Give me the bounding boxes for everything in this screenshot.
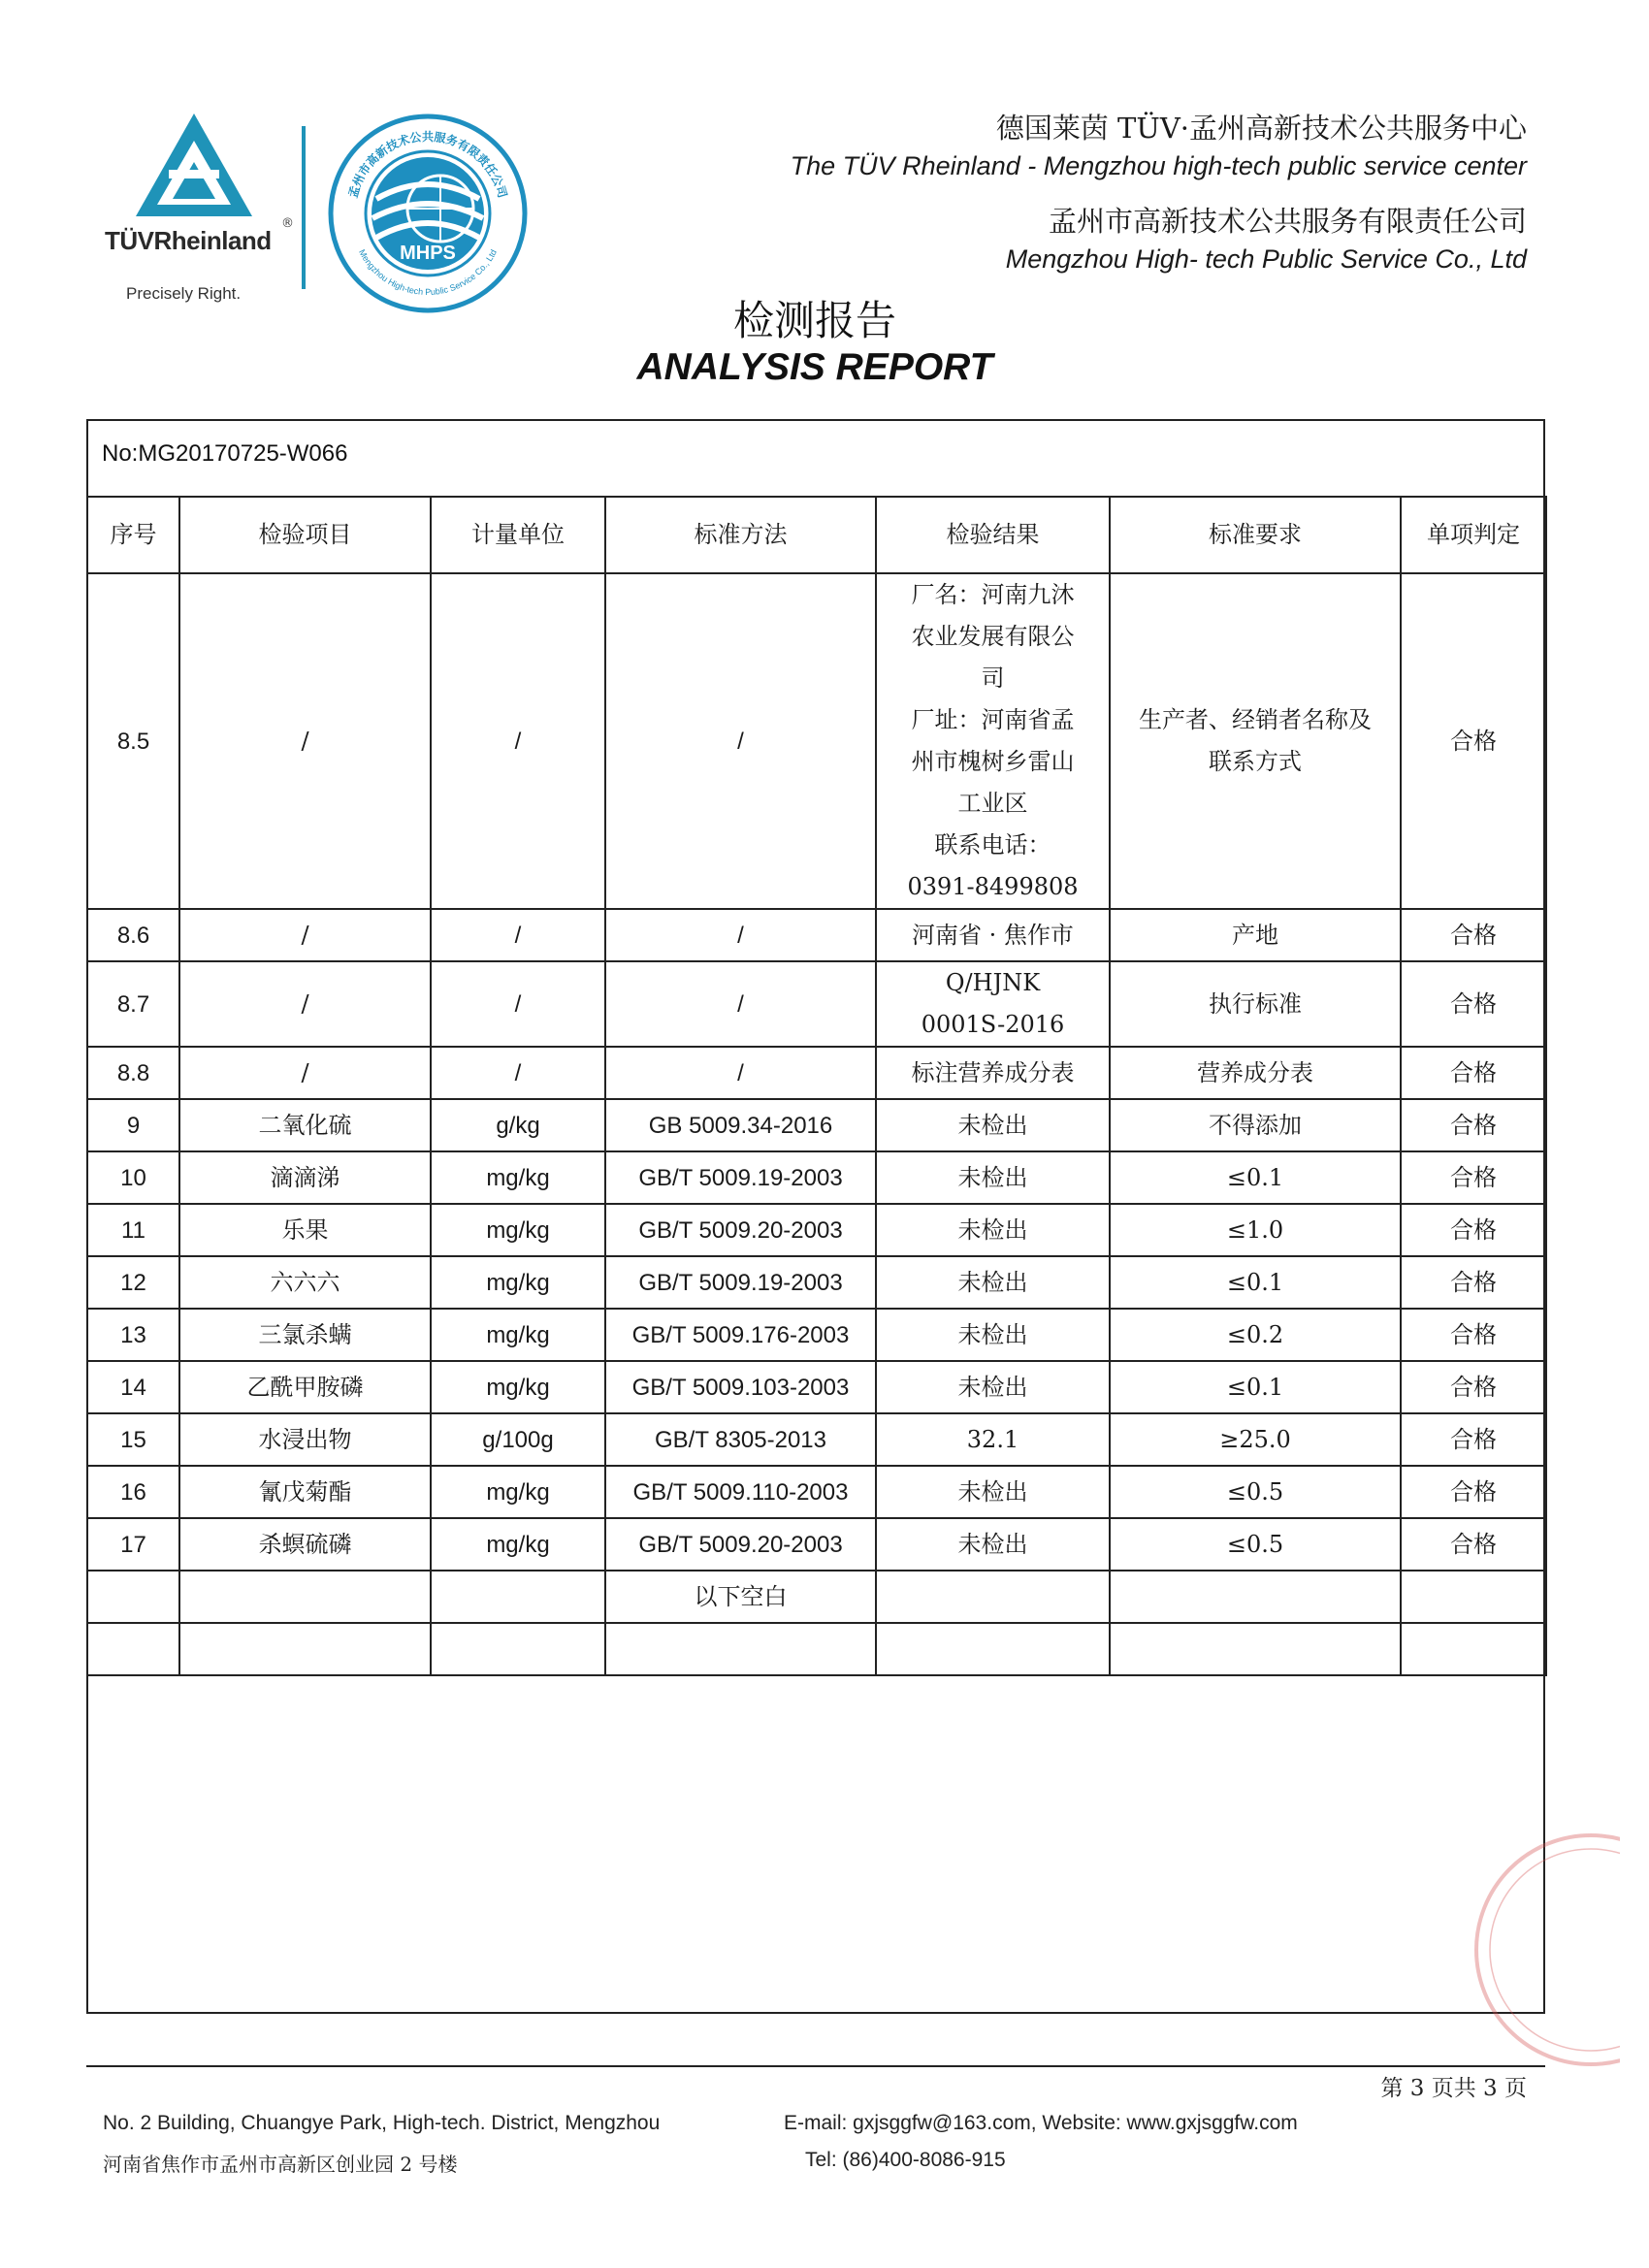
cell-unit: mg/kg xyxy=(431,1309,605,1361)
cell-verdict: 合格 xyxy=(1401,573,1546,909)
cell-line: ≥25.0 xyxy=(1219,1425,1291,1453)
table-header-row xyxy=(87,497,1546,573)
table-row xyxy=(87,1571,1546,1623)
cell-item: 滴滴涕 xyxy=(179,1151,431,1204)
cell-requirement xyxy=(1110,909,1401,961)
cell-verdict: 合格 xyxy=(1401,1256,1546,1309)
cell-no: 8.7 xyxy=(87,961,179,1047)
cell-item: 乐果 xyxy=(179,1204,431,1256)
cell-requirement xyxy=(1110,1099,1401,1151)
cell-verdict: 合格 xyxy=(1401,1151,1546,1204)
cell-unit: mg/kg xyxy=(431,1466,605,1518)
cell-method xyxy=(605,1623,876,1675)
cell-verdict: 合格 xyxy=(1401,1099,1546,1151)
cell-unit: mg/kg xyxy=(431,1361,605,1413)
cell-result xyxy=(876,961,1110,1047)
cell-result xyxy=(876,573,1110,909)
cell-line: ≤0.5 xyxy=(1226,1477,1284,1506)
cell-unit xyxy=(431,1623,605,1675)
org2-name-en: Mengzhou High- tech Public Service Co., Ltd xyxy=(1005,244,1527,274)
cell-line: 生产者、经销者名称及 xyxy=(1139,706,1372,733)
cell-requirement xyxy=(1110,961,1401,1047)
cell-requirement xyxy=(1110,1256,1401,1309)
cell-line: 不得添加 xyxy=(1209,1111,1302,1139)
cell-no: 16 xyxy=(87,1466,179,1518)
cell-line: 未检出 xyxy=(957,1215,1028,1244)
cell-verdict: 合格 xyxy=(1401,961,1546,1047)
cell-no xyxy=(87,1623,179,1675)
table-row xyxy=(87,1309,1546,1361)
cell-unit: / xyxy=(431,1047,605,1099)
table-row xyxy=(87,1623,1546,1675)
column-header: 标准方法 xyxy=(605,497,876,573)
table-row xyxy=(87,573,1546,909)
cell-line: 执行标准 xyxy=(1209,989,1302,1018)
cell-line: ≤0.2 xyxy=(1226,1320,1284,1348)
cell-unit: / xyxy=(431,909,605,961)
cell-item xyxy=(179,1571,431,1623)
table-row xyxy=(87,1518,1546,1571)
column-header: 单项判定 xyxy=(1401,497,1546,573)
cell-unit: / xyxy=(431,961,605,1047)
tuv-rheinland-logo xyxy=(97,112,294,310)
cell-verdict: 合格 xyxy=(1401,1361,1546,1413)
cell-verdict xyxy=(1401,1623,1546,1675)
cell-item: / xyxy=(179,909,431,961)
cell-line: 未检出 xyxy=(957,1530,1028,1558)
cell-no: 17 xyxy=(87,1518,179,1571)
address-en: No. 2 Building, Chuangye Park, High-tech. District, Mengzhou xyxy=(103,2112,661,2134)
cell-result xyxy=(876,1047,1110,1099)
cell-verdict: 合格 xyxy=(1401,1309,1546,1361)
cell-verdict: 合格 xyxy=(1401,1204,1546,1256)
cell-item: / xyxy=(179,1047,431,1099)
cell-requirement xyxy=(1110,1518,1401,1571)
cell-line: 联系电话： xyxy=(934,831,1051,859)
table-row xyxy=(87,961,1546,1047)
cell-line: 未检出 xyxy=(957,1477,1028,1506)
report-number: No:MG20170725-W066 xyxy=(102,440,348,467)
cell-item: 乙酰甲胺磷 xyxy=(179,1361,431,1413)
cell-line: ≤0.1 xyxy=(1226,1163,1284,1191)
cell-line: 未检出 xyxy=(957,1111,1028,1139)
cell-method: / xyxy=(605,573,876,909)
report-title xyxy=(582,297,1048,390)
cell-item: 三氯杀螨 xyxy=(179,1309,431,1361)
table-row xyxy=(87,909,1546,961)
page-indicator: 第 3 页共 3 页 xyxy=(1380,2076,1527,2101)
cell-line: 未检出 xyxy=(957,1373,1028,1401)
footer-rule xyxy=(86,2065,1545,2067)
column-header: 标准要求 xyxy=(1110,497,1401,573)
cell-no: 11 xyxy=(87,1204,179,1256)
cell-method: GB/T 5009.20-2003 xyxy=(605,1518,876,1571)
cell-line: 未检出 xyxy=(957,1268,1028,1296)
cell-method: 以下空白 xyxy=(605,1571,876,1623)
cell-verdict: 合格 xyxy=(1401,1047,1546,1099)
cell-line: 未检出 xyxy=(957,1163,1028,1191)
red-stamp-icon xyxy=(1455,1824,1620,2095)
cell-line: 0001S-2016 xyxy=(921,1011,1065,1038)
cell-requirement xyxy=(1110,1571,1401,1623)
cell-line: 联系方式 xyxy=(1209,748,1302,775)
cell-requirement xyxy=(1110,1413,1401,1466)
column-header: 检验项目 xyxy=(179,497,431,573)
cell-no: 9 xyxy=(87,1099,179,1151)
cell-result xyxy=(876,1309,1110,1361)
cell-item: 水浸出物 xyxy=(179,1413,431,1466)
cell-line: 河南省 · 焦作市 xyxy=(912,921,1074,949)
cell-method: GB 5009.34-2016 xyxy=(605,1099,876,1151)
cell-line: 厂名：河南九沐 xyxy=(911,581,1075,608)
cell-result xyxy=(876,1099,1110,1151)
cell-line: Q/HJNK xyxy=(945,969,1041,996)
mhps-seal-icon xyxy=(326,112,530,315)
cell-line: 营养成分表 xyxy=(1197,1058,1313,1086)
cell-no: 8.5 xyxy=(87,573,179,909)
cell-item: 二氧化硫 xyxy=(179,1099,431,1151)
cell-unit: mg/kg xyxy=(431,1518,605,1571)
seal-text-top: 孟州市高新技术公共服务有限责任公司 xyxy=(345,130,510,200)
cell-verdict: 合格 xyxy=(1401,909,1546,961)
cell-line: 32.1 xyxy=(966,1425,1019,1453)
cell-requirement xyxy=(1110,1047,1401,1099)
cell-line: 0391-8499808 xyxy=(907,873,1079,900)
cell-result xyxy=(876,1466,1110,1518)
cell-line: 工业区 xyxy=(957,790,1028,817)
cell-line: 标注营养成分表 xyxy=(911,1058,1075,1086)
cell-result xyxy=(876,909,1110,961)
cell-line: ≤0.5 xyxy=(1226,1530,1284,1558)
cell-item: 杀螟硫磷 xyxy=(179,1518,431,1571)
cell-requirement xyxy=(1110,1623,1401,1675)
cell-unit: / xyxy=(431,573,605,909)
cell-result xyxy=(876,1623,1110,1675)
cell-result xyxy=(876,1204,1110,1256)
cell-result xyxy=(876,1518,1110,1571)
cell-method: / xyxy=(605,1047,876,1099)
cell-line: 农业发展有限公 xyxy=(911,623,1075,650)
cell-result xyxy=(876,1571,1110,1623)
table-row xyxy=(87,1204,1546,1256)
org1-name-cn: 德国莱茵 TÜV·孟州高新技术公共服务中心 xyxy=(995,112,1527,145)
cell-method: GB/T 5009.19-2003 xyxy=(605,1256,876,1309)
results-table xyxy=(86,496,1547,1676)
report-title-cn: 检测报告 xyxy=(732,297,896,344)
seal-text-bottom: Mengzhou High-tech Public Service Co., Ltd xyxy=(356,247,500,298)
cell-unit: mg/kg xyxy=(431,1256,605,1309)
cell-item xyxy=(179,1623,431,1675)
cell-no: 12 xyxy=(87,1256,179,1309)
cell-line: ≤0.1 xyxy=(1226,1268,1284,1296)
cell-method: / xyxy=(605,961,876,1047)
cell-line: ≤0.1 xyxy=(1226,1373,1284,1401)
cell-line: 产地 xyxy=(1232,921,1278,949)
cell-no: 15 xyxy=(87,1413,179,1466)
cell-no: 10 xyxy=(87,1151,179,1204)
cell-verdict: 合格 xyxy=(1401,1413,1546,1466)
logo-divider xyxy=(302,126,306,289)
cell-line: 州市槐树乡雷山 xyxy=(911,748,1075,775)
cell-item: / xyxy=(179,573,431,909)
cell-requirement xyxy=(1110,1204,1401,1256)
table-row xyxy=(87,1256,1546,1309)
cell-line: 厂址：河南省孟 xyxy=(911,706,1075,733)
column-header: 计量单位 xyxy=(431,497,605,573)
cell-unit: mg/kg xyxy=(431,1151,605,1204)
cell-verdict: 合格 xyxy=(1401,1466,1546,1518)
organization-header xyxy=(791,109,1527,277)
tuv-triangle-icon xyxy=(134,112,254,220)
table-body xyxy=(87,573,1546,1675)
cell-item: 氰戊菊酯 xyxy=(179,1466,431,1518)
table-row xyxy=(87,1099,1546,1151)
tuv-registered-mark: ® xyxy=(281,216,294,231)
cell-no: 8.6 xyxy=(87,909,179,961)
cell-no: 14 xyxy=(87,1361,179,1413)
table-row xyxy=(87,1151,1546,1204)
cell-result xyxy=(876,1413,1110,1466)
column-header: 检验结果 xyxy=(876,497,1110,573)
cell-method: GB/T 5009.110-2003 xyxy=(605,1466,876,1518)
tuv-slogan: Precisely Right. xyxy=(126,284,242,303)
table-row xyxy=(87,1466,1546,1518)
cell-result xyxy=(876,1256,1110,1309)
cell-requirement xyxy=(1110,1151,1401,1204)
cell-verdict: 合格 xyxy=(1401,1518,1546,1571)
contact-telephone: Tel: (86)400-8086-915 xyxy=(805,2149,1006,2171)
cell-result xyxy=(876,1151,1110,1204)
report-table-frame xyxy=(86,419,1545,2014)
org1-name-en: The TÜV Rheinland - Mengzhou high-tech public service center xyxy=(790,151,1527,180)
cell-item: / xyxy=(179,961,431,1047)
cell-requirement xyxy=(1110,1309,1401,1361)
cell-method: GB/T 5009.103-2003 xyxy=(605,1361,876,1413)
cell-method: / xyxy=(605,909,876,961)
cell-result xyxy=(876,1361,1110,1413)
cell-no: 8.8 xyxy=(87,1047,179,1099)
cell-unit: g/kg xyxy=(431,1099,605,1151)
seal-text-center: MHPS xyxy=(400,243,456,264)
report-title-en: ANALYSIS REPORT xyxy=(636,346,993,388)
tuv-logo-name: TÜVRheinland xyxy=(105,226,272,255)
contact-email-website: E-mail: gxjsggfw@163.com, Website: www.gxjsggfw.com xyxy=(784,2112,1298,2134)
cell-line: 司 xyxy=(981,664,1005,692)
cell-item: 六六六 xyxy=(179,1256,431,1309)
table-row xyxy=(87,1047,1546,1099)
cell-verdict xyxy=(1401,1571,1546,1623)
cell-method: GB/T 5009.19-2003 xyxy=(605,1151,876,1204)
cell-unit xyxy=(431,1571,605,1623)
cell-method: GB/T 8305-2013 xyxy=(605,1413,876,1466)
cell-unit: mg/kg xyxy=(431,1204,605,1256)
table-row xyxy=(87,1413,1546,1466)
cell-requirement xyxy=(1110,573,1401,909)
column-header: 序号 xyxy=(87,497,179,573)
cell-unit: g/100g xyxy=(431,1413,605,1466)
cell-line: ≤1.0 xyxy=(1226,1215,1284,1244)
cell-method: GB/T 5009.20-2003 xyxy=(605,1204,876,1256)
cell-line: 未检出 xyxy=(957,1320,1028,1348)
org2-name-cn: 孟州市高新技术公共服务有限责任公司 xyxy=(1048,205,1527,238)
cell-requirement xyxy=(1110,1361,1401,1413)
cell-no xyxy=(87,1571,179,1623)
table-row xyxy=(87,1361,1546,1413)
cell-no: 13 xyxy=(87,1309,179,1361)
address-cn: 河南省焦作市孟州市高新区创业园 2 号楼 xyxy=(103,2153,458,2176)
cell-method: GB/T 5009.176-2003 xyxy=(605,1309,876,1361)
cell-requirement xyxy=(1110,1466,1401,1518)
